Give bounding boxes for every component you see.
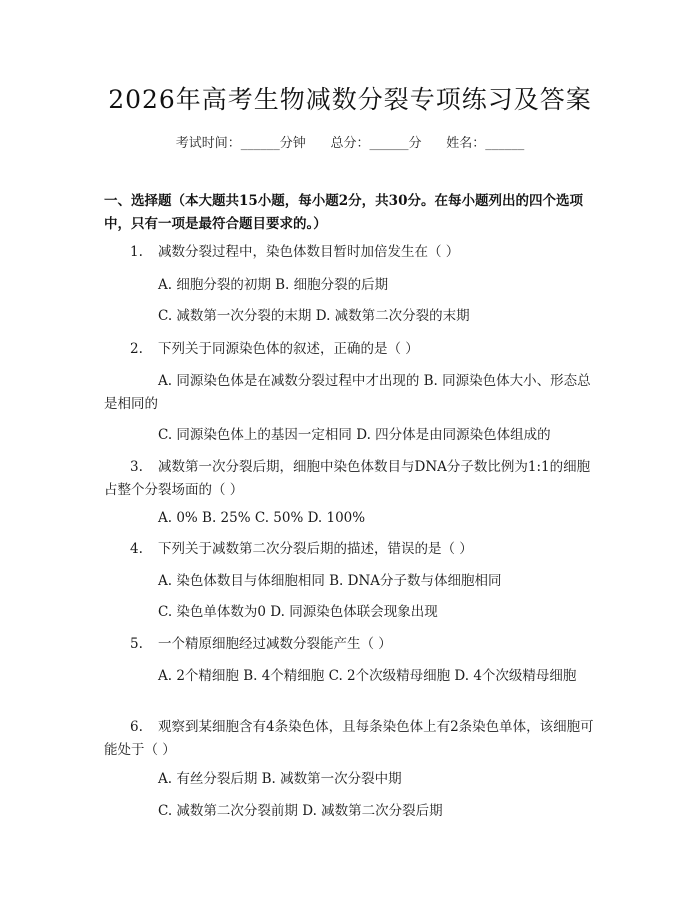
question-stem: 一个精原细胞经过减数分裂能产生（ ）	[158, 636, 392, 652]
question-2	[104, 338, 600, 361]
question-number: 1.	[130, 244, 143, 260]
question-number: 6.	[130, 719, 143, 735]
section-heading: 一、选择题（本大题共15小题，每小题2分，共30分。在每小题列出的四个选项中，只有一项是最符合题目要求的。）	[104, 193, 583, 232]
question-number: 4.	[130, 541, 143, 557]
exam-meta-line: 考试时间：______分钟 总分：______分 姓名：______	[175, 136, 525, 151]
question-stem: 下列关于减数第二次分裂后期的描述，错误的是（ ）	[158, 541, 473, 557]
question-stem: 减数第一次分裂后期，细胞中染色体数目与DNA分子数比例为1:1的细胞占整个分裂场面的（ ）	[104, 459, 591, 498]
question-3	[104, 456, 600, 502]
question-stem: 观察到某细胞含有4条染色体，且每条染色体上有2条染色单体，该细胞可能处于（ ）	[104, 719, 594, 758]
question-6-options-row-1: A. 有丝分裂后期 B. 减数第一次分裂中期	[158, 771, 402, 787]
question-number: 3.	[130, 459, 143, 475]
question-number: 5.	[130, 636, 143, 652]
question-3-options-row-1: A. 0% B. 25% C. 50% D. 100%	[158, 510, 366, 526]
question-4-options-row-1: A. 染色体数目与体细胞相同 B. DNA分子数与体细胞相同	[158, 573, 502, 589]
question-2-options-row-2: C. 同源染色体上的基因一定相同 D. 四分体是由同源染色体组成的	[158, 427, 551, 443]
question-6-options-row-2: C. 减数第二次分裂前期 D. 减数第二次分裂后期	[158, 803, 443, 819]
question-6	[104, 716, 600, 762]
page-title: 2026年高考生物减数分裂专项练习及答案	[108, 85, 592, 114]
question-4-options-row-2: C. 染色单体数为0 D. 同源染色体联会现象出现	[158, 604, 438, 620]
question-5	[104, 633, 600, 656]
question-stem: 下列关于同源染色体的叙述，正确的是（ ）	[158, 341, 419, 357]
question-number: 2.	[130, 341, 143, 357]
question-4	[104, 538, 600, 561]
question-1-options-row-1: A. 细胞分裂的初期 B. 细胞分裂的后期	[158, 277, 389, 293]
question-1-options-row-2: C. 减数第一次分裂的末期 D. 减数第二次分裂的末期	[158, 308, 470, 324]
question-5-options-row-1: A. 2个精细胞 B. 4个精细胞 C. 2个次级精母细胞 D. 4个次级精母细胞	[158, 668, 577, 684]
question-2-options-row-1: A. 同源染色体是在减数分裂过程中才出现的 B. 同源染色体大小、形态总是相同的	[104, 373, 591, 412]
question-1	[104, 241, 600, 264]
question-stem: 减数分裂过程中，染色体数目暂时加倍发生在（ ）	[158, 244, 460, 260]
